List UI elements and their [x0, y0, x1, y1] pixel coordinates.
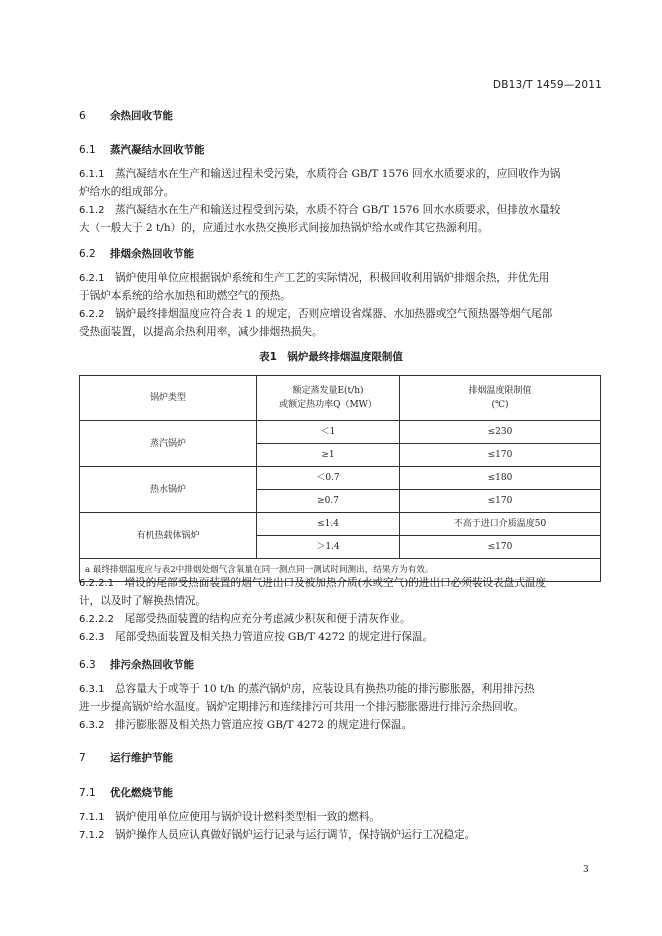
clause-text-line: 受热面装置，以提高余热利用率，减少排烟热损失。: [79, 326, 323, 338]
clause-number: 6.1.2: [79, 205, 105, 216]
clause-number: 7.1.2: [79, 830, 105, 841]
section-heading-6-1: [79, 142, 205, 157]
section-number: 6.1: [79, 144, 96, 156]
clause-7-1-1: [79, 808, 599, 826]
boiler-type-cell: 蒸汽锅炉: [80, 421, 257, 467]
limit-cell: ≤230: [400, 421, 601, 444]
clause-text-line: 炉给水的组成部分。: [79, 186, 175, 198]
section-title: 排烟余热回收节能: [110, 248, 194, 260]
clause-7-1-2: [79, 826, 599, 844]
header-capacity: [257, 376, 400, 421]
table-row: [80, 467, 601, 490]
clause-text-line: 计，以及时了解换热情况。: [79, 595, 207, 607]
clause-text-line: 蒸汽凝结水在生产和输送过程受到污染，水质不符合 GB/T 1576 回水水质要求，但排放水量较: [115, 204, 561, 216]
section-title: 优化燃烧节能: [110, 787, 173, 799]
clause-6-2-2-1: [79, 574, 599, 610]
limit-cell: 不高于进口介质温度50: [400, 513, 601, 536]
clause-text-line: 锅炉操作人员应认真做好锅炉运行记录与运行调节，保持锅炉运行工况稳定。: [115, 829, 476, 841]
capacity-cell: ≥0.7: [257, 490, 400, 513]
section-number: 6.3: [79, 659, 96, 671]
section-title: 运行维护节能: [110, 752, 173, 764]
clause-6-2-1: [79, 269, 599, 305]
section-number: 7: [79, 752, 86, 764]
clause-6-1-2: [79, 201, 599, 237]
clause-6-3-1: [79, 680, 599, 716]
clause-text-line: 总容量大于或等于 10 t/h 的蒸汽锅炉房，应装设具有换热功能的排污膨胀器，利用排污热: [115, 683, 535, 695]
exhaust-temperature-table: [79, 375, 601, 582]
table-header-row: [80, 376, 601, 421]
section-number: 6: [79, 110, 86, 122]
clause-number: 6.2.1: [79, 273, 105, 284]
section-title: 蒸汽凝结水回收节能: [110, 144, 205, 156]
section-heading-7: [79, 750, 173, 765]
clause-6-2-3: [79, 628, 599, 646]
header-limit-line: 排烟温度限制值: [468, 386, 532, 396]
limit-cell: ≤170: [400, 536, 601, 559]
clause-number: 6.2.2.2: [79, 614, 114, 625]
section-heading-6-3: [79, 657, 194, 672]
clause-number: 6.2.2.1: [79, 578, 114, 589]
table-row: [80, 513, 601, 536]
section-number: 6.2: [79, 248, 96, 260]
limit-cell: ≤180: [400, 467, 601, 490]
clause-number: 6.1.1: [79, 169, 105, 180]
header-capacity-line: 或额定热功率Q（MW）: [279, 400, 377, 410]
clause-number: 7.1.1: [79, 812, 105, 823]
table-footnote: a 最终排烟温度应与表2中排烟处烟气含氧量在同一测点同一测试时间测出，结果方为有效。: [80, 559, 601, 582]
clause-number: 6.3.2: [79, 720, 105, 731]
header-temperature-limit: [400, 376, 601, 421]
standard-code: DB13/T 1459—2011: [492, 79, 602, 91]
limit-cell: ≤170: [400, 490, 601, 513]
capacity-cell: ＜0.7: [257, 467, 400, 490]
boiler-type-cell: 有机热载体锅炉: [80, 513, 257, 559]
clause-text-line: 锅炉使用单位应使用与锅炉设计燃料类型相一致的燃料。: [115, 811, 380, 823]
clause-text-line: 蒸汽凝结水在生产和输送过程未受污染，水质符合 GB/T 1576 回水水质要求的，应回收作为锅: [115, 168, 561, 180]
capacity-cell: ≥1: [257, 444, 400, 467]
clause-6-1-1: [79, 165, 599, 201]
section-title: 排污余热回收节能: [110, 659, 194, 671]
clause-text-line: 尾部受热面装置的结构应充分考虑减少积灰和便于清灰作业。: [124, 613, 411, 625]
clause-6-3-2: [79, 716, 599, 734]
clause-text-line: 于锅炉本系统的给水加热和助燃空气的预热。: [79, 290, 291, 302]
header-limit-line: (℃): [491, 400, 509, 410]
table-row: [80, 421, 601, 444]
capacity-cell: ＜1: [257, 421, 400, 444]
clause-text-line: 进一步提高锅炉给水温度。锅炉定期排污和连续排污可共用一个排污膨胀器进行排污余热回收。: [79, 701, 524, 713]
clause-text-line: 大（一般大于 2 t/h）的，应通过水水热交换形式间接加热锅炉给水或作其它热源利用。: [79, 222, 489, 234]
section-heading-6-2: [79, 246, 194, 261]
clause-6-2-2: [79, 305, 599, 341]
page-number: 3: [583, 865, 589, 875]
clause-text-line: 排污膨胀器及相关热力管道应按 GB/T 4272 的规定进行保温。: [115, 719, 413, 731]
clause-number: 6.2.2: [79, 309, 105, 320]
clause-number: 6.2.3: [79, 632, 105, 643]
section-title: 余热回收节能: [110, 110, 173, 122]
limit-cell: ≤170: [400, 444, 601, 467]
header-capacity-line: 额定蒸发量E(t/h): [292, 386, 364, 396]
clause-text-line: 锅炉最终排烟温度应符合表 1 的规定，否则应增设省煤器、水加热器或空气预热器等烟气尾部: [115, 308, 553, 320]
clause-text-line: 锅炉使用单位应根据锅炉系统和生产工艺的实际情况，积极回收利用锅炉排烟余热，并优先用: [115, 272, 550, 284]
section-heading-6: [79, 108, 173, 123]
capacity-cell: ＞1.4: [257, 536, 400, 559]
section-heading-7-1: [79, 785, 173, 800]
capacity-cell: ≤1.4: [257, 513, 400, 536]
clause-6-2-2-2: [79, 610, 599, 628]
table-title: 表1 锅炉最终排烟温度限制值: [259, 351, 403, 363]
section-number: 7.1: [79, 787, 96, 799]
boiler-type-cell: 热水锅炉: [80, 467, 257, 513]
header-boiler-type: 锅炉类型: [80, 376, 257, 421]
clause-number: 6.3.1: [79, 684, 105, 695]
clause-text-line: 增设的尾部受热面装置的烟气进出口及被加热介质(水或空气)的进出口必须装设表盘式温度: [124, 577, 547, 589]
clause-text-line: 尾部受热面装置及相关热力管道应按 GB/T 4272 的规定进行保温。: [115, 631, 434, 643]
